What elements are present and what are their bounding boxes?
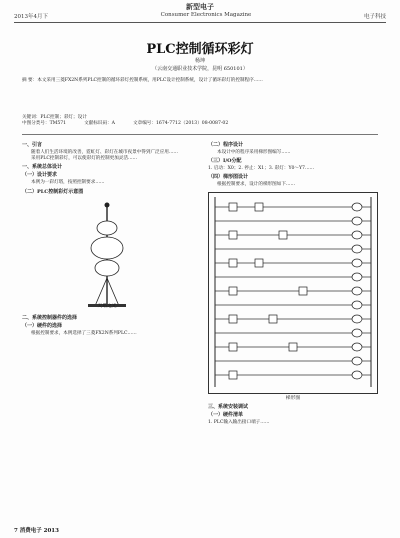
figure-1-caption: 天塔之光 (97, 303, 117, 309)
page-footer: 7 消费电子 2013 (14, 528, 59, 534)
paragraph: 随着人们生活环境的改善，霓虹灯、彩灯在城市夜景中得到广泛应用…… (31, 150, 179, 156)
hardware-list: 1. PLC输入输出接口端子…… (208, 419, 270, 425)
right-column (208, 140, 378, 426)
paragraph: 本例为一彩灯塔，按照控制要求…… (31, 180, 105, 186)
paragraph: 本设计中的程序采用梯形图编写…… (217, 150, 291, 156)
section-heading: 一、引言 (22, 142, 43, 148)
figure-2-caption: 梯形图 (285, 395, 301, 401)
subsection-heading: （四）梯形图设计 (208, 174, 249, 181)
header-section-tag: 新型电子 (186, 2, 214, 11)
subsection-heading: （二）程序设计 (208, 142, 244, 148)
io-list: 1. 启动：X0；2. 停止：X1；3. 彩灯：Y0～Y7…… (208, 166, 315, 172)
subsection-heading: （二）PLC控制彩灯示意图 (22, 188, 84, 195)
paragraph: 根据控制要求，本例选择了三菱FX2N系列PLC…… (31, 330, 137, 336)
subsection-heading: （三）I/O分配 (208, 158, 242, 165)
tower-illustration (22, 198, 192, 313)
paper-author: 杨坤 (194, 58, 205, 64)
keywords: 关键词：PLC控制；彩灯；设计 (22, 115, 87, 120)
running-header (14, 12, 386, 23)
doc-code: 文献标识码：A (84, 121, 115, 127)
subsection-heading: （一）硬件的选择 (22, 322, 63, 329)
header-column: 电子科技 (363, 14, 386, 20)
paper-affiliation: （云南交通职业技术学院，昆明 650101） (152, 66, 248, 72)
left-column (22, 140, 192, 337)
article-id: 文章编号：1674-7712（2013）08-0087-02 (133, 121, 229, 127)
section-heading: 二、系统控制器件的选择 (22, 314, 78, 321)
clc-number: 中图分类号：TM571 (22, 121, 67, 127)
article-meta (22, 115, 378, 127)
ladder-diagram (209, 193, 377, 391)
subsection-heading: （一）设计要求 (22, 172, 58, 179)
header-issue: 2013年4月下 (14, 14, 48, 20)
paragraph: 根据控制要求，设计的梯形图如下…… (217, 182, 296, 188)
section-heading: 三、系统安装调试 (208, 403, 249, 410)
paragraph: 采用PLC控制彩灯，可以使彩灯的控制更加灵活…… (31, 156, 138, 162)
header-journal: Consumer Electronics Magazine (160, 12, 252, 18)
divider (22, 134, 378, 135)
section-heading: 一、系统总体设计 (22, 164, 63, 171)
figure-1-tower (22, 198, 192, 313)
figure-ladder-diagram (208, 192, 378, 394)
abstract: 摘 要：本文采用三菱FX2N系列PLC控制的循环彩灯控制系统，用PLC设计控制系统，设计了循环彩灯的控制程序…… (22, 78, 263, 83)
subsection-heading: （一）硬件清单 (208, 411, 244, 418)
paper-title: PLC控制循环彩灯 (146, 42, 254, 57)
